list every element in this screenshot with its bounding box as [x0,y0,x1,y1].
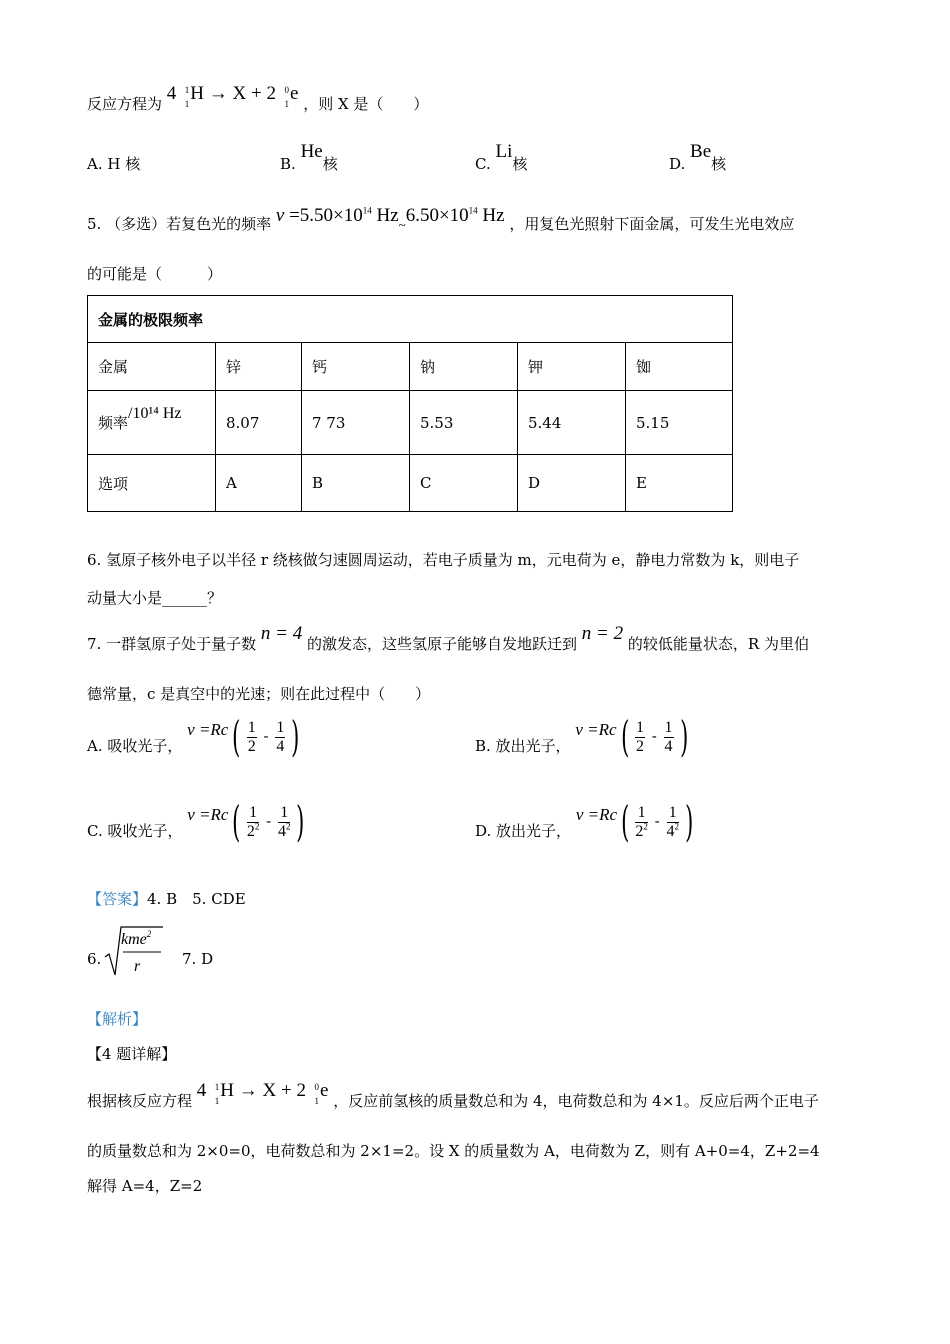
q7-stem: 7. 一群氢原子处于量子数 n = 4 的激发态，这些氢原子能够自发地跃迁到 n = 2 的较低能量状态，R 为里伯 [87,623,809,653]
q4-option-d: D. Be核 [669,141,727,173]
analysis-p2: 的质量数总和为 2×0=0，电荷数总和为 2×1=2。设 X 的质量数为 A，电荷数为 Z，则有 A+0=4，Z+2=4 [87,1142,820,1160]
q4-equation: 4 1 1 H → X + 2 0 1 e [166,83,299,109]
q5-stem: 5. （多选）若复色光的频率 $\nu =5.50\times 10^{14}$ $Hz_\sim 6.50\times 10^{14}$ Hz ，用复色光照射下面金属，可发生光电效应 [87,205,795,233]
answer-q6-prefix: 6. [87,950,102,968]
q4-option-b: B. He核 [280,141,338,173]
answer-line: 【答案】4. B 5. CDE [87,890,246,908]
analysis-subtitle: 【4 题详解】 [87,1045,177,1063]
q5-stem-line2: 的可能是（ ） [87,265,223,283]
q6-stem: 6. 氢原子核外电子以半径 r 绕核做匀速圆周运动，若电子质量为 m，元电荷为 e，静电力常数为 k，则电子 [87,551,800,569]
analysis-tag: 【解析】 [87,1010,148,1028]
q5-frequency-range: $\nu =5.50\times 10^{14}$ $Hz_\sim 6.50\times 10^{14}$ Hz [275,205,505,232]
q7-option-a: A. 吸收光子， ν =Rc( $\frac{1}{2}$ - $\frac{1}{4}$ ) [87,712,300,761]
q6-stem-line2: 动量大小是______？ [87,589,223,607]
q7-option-d: D. 放出光子， ν =Rc( $\frac{1}{2^2}$ - $\frac{1}{4^2}$ ) [475,797,694,846]
analysis-p1: 根据核反应方程 4 1 1 H → X + 2 0 1 e ，反应前氢核的质量数总和为 4，电荷数总和为 4×1。反应后两个正电子 [87,1080,819,1110]
metal-threshold-table [87,295,733,512]
analysis-p3: 解得 A=4，Z=2 [87,1177,203,1195]
q7-stem-line2: 德常量，c 是真空中的光速；则在此过程中（ ） [87,685,431,703]
table-row: 选项 A B C D E [88,455,733,512]
sqrt-numerator: kme$^2$ [121,929,152,948]
q7-option-c: C. 吸收光子， ν =Rc( $\frac{1}{2^2}$ - $\frac{1}{4^2}$ ) [87,797,305,846]
table-title: 金属的极限频率 [88,296,733,343]
q4-option-c: C. Li核 [475,141,528,173]
table-row: 频率/10¹⁴ Hz 8.07 7 73 5.53 5.44 5.15 [88,391,733,455]
analysis-equation: 4 1 1 H → X + 2 0 1 e [196,1080,329,1106]
sqrt-denominator: r [134,958,141,975]
q4-option-a: A. H 核 [87,155,141,173]
table-row: 金属 锌 钙 钠 钾 铷 [88,343,733,391]
q7-option-b: B. 放出光子， ν =Rc( $\frac{1}{2}$ - $\frac{1}{4}$ ) [475,712,688,761]
q4-stem: 反应方程为 4 1 1 H → X + 2 0 1 e ，则 X 是（ ） [87,83,429,113]
answer-q7: 7. D [182,950,214,968]
